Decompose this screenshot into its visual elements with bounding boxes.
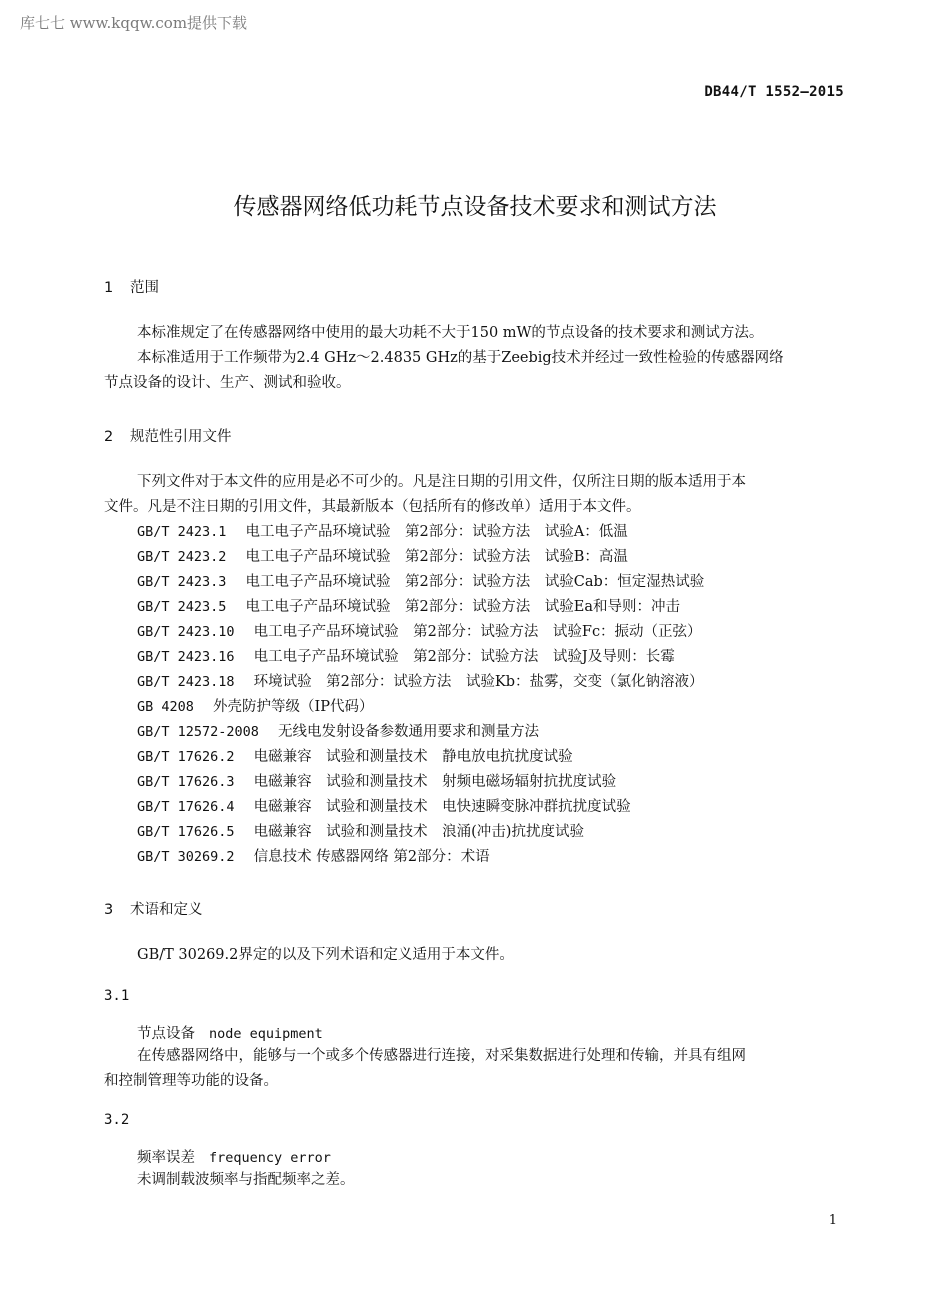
term-entry: [137, 1022, 323, 1043]
reference-code: GB/T 17626.4: [137, 799, 235, 815]
term-chinese: 节点设备: [137, 1026, 195, 1042]
scope-paragraph-2-cont: 节点设备的设计、生产、测试和验收。: [104, 375, 351, 391]
section-title: 规范性引用文件: [130, 429, 232, 445]
reference-code: GB/T 2423.2: [137, 549, 227, 565]
reference-title: 无线电发射设备参数通用要求和测量方法: [278, 724, 540, 740]
clause-number: 3.2: [104, 1112, 130, 1128]
term-definition: 未调制载波频率与指配频率之差。: [137, 1172, 355, 1188]
reference-item: [137, 570, 704, 591]
reference-item: [137, 645, 675, 666]
reference-code: GB/T 2423.10: [137, 624, 235, 640]
document-number: DB44/T 1552—2015: [704, 84, 844, 100]
reference-title: 信息技术 传感器网络 第2部分：术语: [253, 849, 490, 865]
reference-code: GB/T 17626.3: [137, 774, 235, 790]
reference-code: GB/T 2423.18: [137, 674, 235, 690]
reference-title: 电工电子产品环境试验 第2部分：试验方法 试验A：低温: [245, 524, 628, 540]
term-definition-cont: 和控制管理等功能的设备。: [104, 1073, 278, 1089]
scope-paragraph-2: 本标准适用于工作频带为2.4 GHz～2.4835 GHz的基于Zeebig技术并经过一致性检验的传感器网络: [137, 350, 784, 366]
reference-title: 电工电子产品环境试验 第2部分：试验方法 试验B：高温: [245, 549, 628, 565]
section-number: 2: [104, 429, 114, 445]
reference-item: [137, 670, 704, 691]
normative-intro-cont: 文件。凡是不注日期的引用文件，其最新版本（包括所有的修改单）适用于本文件。: [104, 499, 641, 515]
section-title: 范围: [130, 280, 159, 296]
reference-code: GB/T 2423.5: [137, 599, 227, 615]
reference-item: [137, 820, 584, 841]
reference-title: 电磁兼容 试验和测量技术 电快速瞬变脉冲群抗扰度试验: [253, 799, 631, 815]
reference-title: 电工电子产品环境试验 第2部分：试验方法 试验Cab：恒定湿热试验: [245, 574, 705, 590]
reference-code: GB/T 2423.16: [137, 649, 235, 665]
reference-title: 电工电子产品环境试验 第2部分：试验方法 试验Fc：振动（正弦）: [253, 624, 702, 640]
reference-code: GB/T 30269.2: [137, 849, 235, 865]
reference-code: GB/T 12572-2008: [137, 724, 259, 740]
reference-item: [137, 745, 573, 766]
download-watermark: 库七七 www.kqqw.com提供下载: [20, 14, 248, 32]
section-number: 1: [104, 280, 114, 296]
term-chinese: 频率误差: [137, 1150, 195, 1166]
reference-title: 电磁兼容 试验和测量技术 射频电磁场辐射抗扰度试验: [253, 774, 617, 790]
reference-item: [137, 795, 631, 816]
section-heading-scope: [104, 276, 159, 297]
reference-title: 电工电子产品环境试验 第2部分：试验方法 试验Ea和导则：冲击: [245, 599, 680, 615]
reference-title: 环境试验 第2部分：试验方法 试验Kb：盐雾，交变（氯化钠溶液）: [253, 674, 704, 690]
reference-title: 电磁兼容 试验和测量技术 浪涌(冲击)抗扰度试验: [253, 824, 584, 840]
reference-code: GB/T 17626.2: [137, 749, 235, 765]
term-definition: 在传感器网络中，能够与一个或多个传感器进行连接，对采集数据进行处理和传输，并具有组网: [137, 1048, 746, 1064]
reference-title: 电工电子产品环境试验 第2部分：试验方法 试验J及导则：长霉: [253, 649, 675, 665]
term-english: frequency error: [209, 1150, 331, 1166]
reference-code: GB/T 2423.1: [137, 524, 227, 540]
reference-item: [137, 595, 680, 616]
reference-item: [137, 845, 490, 866]
section-number: 3: [104, 902, 114, 918]
document-title: 传感器网络低功耗节点设备技术要求和测试方法: [233, 194, 717, 220]
reference-item: [137, 770, 616, 791]
reference-item: [137, 520, 628, 541]
section-title: 术语和定义: [130, 902, 203, 918]
reference-item: [137, 720, 539, 741]
section-heading-terms-definitions: [104, 898, 203, 919]
term-entry: [137, 1146, 331, 1167]
reference-code: GB/T 17626.5: [137, 824, 235, 840]
clause-number: 3.1: [104, 988, 130, 1004]
reference-title: 外壳防护等级（IP代码）: [213, 699, 374, 715]
reference-item: [137, 620, 702, 641]
scope-paragraph-1: 本标准规定了在传感器网络中使用的最大功耗不大于150 mW的节点设备的技术要求和测试方法。: [137, 325, 764, 341]
reference-title: 电磁兼容 试验和测量技术 静电放电抗扰度试验: [253, 749, 573, 765]
page-number: 1: [828, 1213, 837, 1228]
term-english: node equipment: [209, 1026, 323, 1042]
terms-intro: GB/T 30269.2界定的以及下列术语和定义适用于本文件。: [137, 947, 514, 963]
reference-item: [137, 545, 628, 566]
reference-code: GB 4208: [137, 699, 194, 715]
normative-intro: 下列文件对于本文件的应用是必不可少的。凡是注日期的引用文件，仅所注日期的版本适用于本: [137, 474, 746, 490]
reference-code: GB/T 2423.3: [137, 574, 227, 590]
reference-item: [137, 695, 374, 716]
section-heading-normative-references: [104, 425, 232, 446]
